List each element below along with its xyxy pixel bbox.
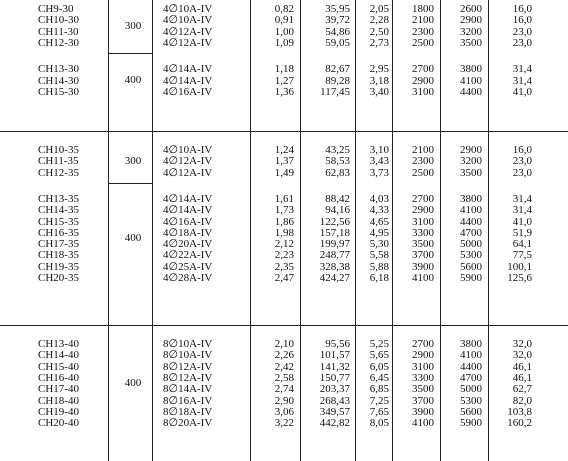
cell-v5: 5000 — [460, 238, 482, 251]
cell-v2: 58,53 — [325, 155, 350, 168]
cell-v6: 41,0 — [512, 215, 532, 228]
table-row — [0, 205, 568, 216]
cell-v2: 88,42 — [325, 192, 350, 205]
cell-mark: CH17-35 — [38, 238, 79, 251]
cell-rebar: 4∅18A-IV — [163, 226, 213, 239]
cell-v5: 4400 — [460, 360, 482, 373]
cell-v5: 4400 — [460, 215, 482, 228]
cell-v1: 2,74 — [274, 383, 294, 396]
cell-rebar: 4∅28A-IV — [163, 272, 213, 284]
cell-v6: 16,0 — [512, 144, 532, 156]
cell-rebar: 8∅16A-IV — [163, 394, 213, 407]
cell-v4: 4100 — [412, 417, 434, 430]
cell-v1: 2,10 — [274, 338, 294, 350]
cell-v2: 54,86 — [325, 25, 350, 38]
cell-v1: 2,26 — [274, 349, 294, 362]
cell-mark: CH18-40 — [38, 394, 79, 407]
cell-rebar: 4∅14A-IV — [163, 74, 213, 87]
cell-v1: 2,90 — [274, 394, 294, 407]
cell-v1: 0,82 — [274, 3, 294, 15]
cell-v2: 122,56 — [319, 215, 350, 228]
cell-v3: 3,40 — [369, 85, 389, 98]
cell-rebar: 4∅25A-IV — [163, 260, 213, 273]
table-row — [0, 76, 568, 87]
cell-v5: 3200 — [460, 155, 482, 168]
cell-v1: 3,06 — [274, 405, 294, 418]
cell-mark: CH14-40 — [38, 349, 79, 362]
cell-v3: 7,65 — [369, 405, 389, 418]
cell-rebar: 4∅22A-IV — [163, 249, 213, 262]
cell-rebar: 4∅10A-IV — [163, 14, 213, 27]
cell-v2: 82,67 — [325, 63, 350, 76]
section-divider-2 — [0, 325, 568, 326]
cell-v5: 3500 — [460, 36, 482, 49]
cell-v4: 3500 — [412, 383, 434, 396]
cell-v5: 4100 — [460, 349, 482, 362]
cell-v4: 2100 — [412, 144, 434, 156]
cell-v6: 31,4 — [512, 63, 532, 76]
cell-v5: 2900 — [460, 144, 482, 156]
cell-v5: 3200 — [460, 25, 482, 38]
cell-mark: CH19-35 — [38, 260, 79, 273]
table-row — [0, 418, 568, 429]
cell-v3: 5,88 — [369, 260, 389, 273]
cell-v5: 5900 — [460, 272, 482, 284]
cell-v1: 1,09 — [274, 36, 294, 49]
cell-v6: 46,1 — [512, 360, 532, 373]
section-divider-1 — [0, 131, 568, 132]
cell-v4: 2300 — [412, 155, 434, 168]
table-row — [0, 350, 568, 361]
group-divider — [108, 53, 152, 54]
cell-rebar: 8∅10A-IV — [163, 349, 213, 362]
cell-rebar: 8∅12A-IV — [163, 371, 213, 384]
cell-mark: CH14-30 — [38, 74, 79, 87]
table-row — [0, 250, 568, 261]
cell-v6: 23,0 — [512, 36, 532, 49]
cell-v4: 3900 — [412, 405, 434, 418]
height-value: 300 — [124, 154, 142, 167]
cell-v1: 1,73 — [274, 204, 294, 217]
cell-v3: 3,73 — [369, 166, 389, 179]
cell-v4: 3700 — [412, 394, 434, 407]
cell-v6: 77,5 — [512, 249, 532, 262]
cell-v6: 64,1 — [512, 238, 532, 251]
cell-v5: 5000 — [460, 383, 482, 396]
table-row — [0, 38, 568, 49]
cell-mark: CH13-40 — [38, 338, 79, 350]
cell-v1: 2,58 — [274, 371, 294, 384]
cell-v1: 1,27 — [274, 74, 294, 87]
cell-v6: 16,0 — [512, 14, 532, 27]
cell-v1: 2,47 — [274, 272, 294, 284]
cell-v4: 2700 — [412, 338, 434, 350]
cell-v3: 7,25 — [369, 394, 389, 407]
cell-v6: 32,0 — [512, 349, 532, 362]
cell-v4: 3300 — [412, 371, 434, 384]
cell-rebar: 8∅20A-IV — [163, 417, 213, 430]
cell-v2: 248,77 — [319, 249, 350, 262]
cell-rebar: 4∅14A-IV — [163, 204, 213, 217]
cell-v2: 94,16 — [325, 204, 350, 217]
cell-v3: 5,58 — [369, 249, 389, 262]
cell-v1: 1,18 — [274, 63, 294, 76]
cell-rebar: 4∅10A-IV — [163, 3, 213, 15]
cell-v2: 101,57 — [319, 349, 350, 362]
cell-v1: 2,12 — [274, 238, 294, 251]
cell-rebar: 8∅10A-IV — [163, 338, 213, 350]
cell-mark: CH13-30 — [38, 63, 79, 76]
cell-mark: CH20-40 — [38, 417, 79, 430]
cell-v2: 89,28 — [325, 74, 350, 87]
cell-v2: 62,83 — [325, 166, 350, 179]
cell-v1: 2,35 — [274, 260, 294, 273]
height-value: 400 — [124, 232, 142, 245]
cell-v3: 2,28 — [369, 14, 389, 27]
cell-v6: 31,4 — [512, 74, 532, 87]
cell-mark: CH10-35 — [38, 144, 79, 156]
cell-v3: 6,85 — [369, 383, 389, 396]
cell-v5: 4700 — [460, 226, 482, 239]
table-row — [0, 15, 568, 26]
cell-v4: 3100 — [412, 215, 434, 228]
cell-v4: 2300 — [412, 25, 434, 38]
cell-rebar: 4∅12A-IV — [163, 36, 213, 49]
cell-rebar: 4∅20A-IV — [163, 238, 213, 251]
cell-v1: 1,86 — [274, 215, 294, 228]
cell-mark: CH14-35 — [38, 204, 79, 217]
cell-v6: 23,0 — [512, 155, 532, 168]
cell-mark: CH15-40 — [38, 360, 79, 373]
cell-v5: 4700 — [460, 371, 482, 384]
height-value: 400 — [124, 74, 142, 87]
cell-v6: 82,0 — [512, 394, 532, 407]
cell-v6: 160,2 — [507, 417, 532, 430]
cell-v3: 3,18 — [369, 74, 389, 87]
table-row — [0, 168, 568, 179]
cell-mark: CH12-35 — [38, 166, 79, 179]
cell-v6: 51,9 — [512, 226, 532, 239]
cell-v4: 2500 — [412, 166, 434, 179]
cell-v2: 203,37 — [319, 383, 350, 396]
cell-v2: 35,95 — [325, 3, 350, 15]
cell-v3: 3,43 — [369, 155, 389, 168]
cell-v6: 23,0 — [512, 25, 532, 38]
cell-v3: 5,30 — [369, 238, 389, 251]
cell-rebar: 8∅14A-IV — [163, 383, 213, 396]
cell-mark: CH11-35 — [38, 155, 79, 168]
cell-v4: 2900 — [412, 74, 434, 87]
cell-v3: 6,45 — [369, 371, 389, 384]
cell-v2: 157,18 — [319, 226, 350, 239]
cell-v2: 328,38 — [319, 260, 350, 273]
cell-v5: 3500 — [460, 166, 482, 179]
cell-v4: 2500 — [412, 36, 434, 49]
table-row — [0, 217, 568, 228]
cell-v5: 2900 — [460, 14, 482, 27]
cell-v6: 31,4 — [512, 192, 532, 205]
cell-v4: 2700 — [412, 63, 434, 76]
cell-v2: 95,56 — [325, 338, 350, 350]
cell-v6: 23,0 — [512, 166, 532, 179]
table-row — [0, 384, 568, 395]
cell-v6: 41,0 — [512, 85, 532, 98]
cell-v1: 3,22 — [274, 417, 294, 430]
cell-v4: 3500 — [412, 238, 434, 251]
cell-v4: 3100 — [412, 360, 434, 373]
cell-v1: 2,23 — [274, 249, 294, 262]
cell-v2: 117,45 — [320, 85, 350, 98]
cell-mark: CH16-35 — [38, 226, 79, 239]
table-row — [0, 273, 568, 284]
cell-v6: 125,6 — [507, 272, 532, 284]
cell-v6: 103,8 — [507, 405, 532, 418]
cell-v5: 2600 — [460, 3, 482, 15]
cell-v5: 3800 — [460, 63, 482, 76]
cell-v4: 2100 — [412, 14, 434, 27]
cell-v6: 62,7 — [512, 383, 532, 396]
group-divider — [108, 183, 152, 184]
height-value: 400 — [124, 377, 142, 390]
cell-v2: 43,25 — [325, 144, 350, 156]
cell-v4: 4100 — [412, 272, 434, 284]
cell-mark: CH10-30 — [38, 14, 79, 27]
cell-v1: 1,36 — [274, 85, 294, 98]
cell-v6: 32,0 — [512, 338, 532, 350]
cell-v1: 1,61 — [274, 192, 294, 205]
cell-v2: 349,57 — [319, 405, 350, 418]
cell-rebar: 8∅18A-IV — [163, 405, 213, 418]
cell-v4: 2700 — [412, 192, 434, 205]
cell-rebar: 4∅16A-IV — [163, 215, 213, 228]
cell-v3: 3,10 — [369, 144, 389, 156]
cell-v1: 1,00 — [274, 25, 294, 38]
cell-v3: 2,95 — [369, 63, 389, 76]
cell-mark: CH17-40 — [38, 383, 79, 396]
cell-rebar: 4∅12A-IV — [163, 166, 213, 179]
cell-v2: 141,32 — [319, 360, 350, 373]
cell-v5: 5300 — [460, 249, 482, 262]
cell-rebar: 4∅14A-IV — [163, 192, 213, 205]
cell-v6: 100,1 — [507, 260, 532, 273]
cell-v1: 1,37 — [274, 155, 294, 168]
cell-v6: 31,4 — [512, 204, 532, 217]
height-value: 300 — [124, 19, 142, 32]
table-row — [0, 64, 568, 75]
cell-v5: 5900 — [460, 417, 482, 430]
cell-v1: 1,24 — [274, 144, 294, 156]
cell-v4: 3700 — [412, 249, 434, 262]
table-row — [0, 362, 568, 373]
cell-rebar: 4∅12A-IV — [163, 25, 213, 38]
cell-v4: 1800 — [412, 3, 434, 15]
cell-v6: 46,1 — [512, 371, 532, 384]
cell-rebar: 4∅12A-IV — [163, 155, 213, 168]
cell-mark: CH15-35 — [38, 215, 79, 228]
cell-v2: 39,72 — [325, 14, 350, 27]
cell-v1: 1,49 — [274, 166, 294, 179]
table-row — [0, 27, 568, 38]
cell-v4: 3100 — [412, 85, 434, 98]
cell-mark: CH19-40 — [38, 405, 79, 418]
cell-v5: 5600 — [460, 260, 482, 273]
cell-v3: 8,05 — [369, 417, 389, 430]
cell-v3: 6,05 — [369, 360, 389, 373]
cell-v2: 199,97 — [319, 238, 350, 251]
cell-v3: 5,25 — [369, 338, 389, 350]
cell-v3: 2,50 — [369, 25, 389, 38]
cell-mark: CH12-30 — [38, 36, 79, 49]
cell-v5: 5300 — [460, 394, 482, 407]
cell-v1: 1,98 — [274, 226, 294, 239]
cell-v5: 4100 — [460, 204, 482, 217]
cell-v3: 2,05 — [369, 3, 389, 15]
cell-v2: 150,77 — [319, 371, 350, 384]
cell-v2: 424,27 — [319, 272, 350, 284]
cell-v5: 4400 — [460, 85, 482, 98]
cell-mark: CH16-40 — [38, 371, 79, 384]
cell-mark: CH20-35 — [38, 272, 79, 284]
cell-v5: 3800 — [460, 338, 482, 350]
cell-v3: 5,65 — [369, 349, 389, 362]
cell-mark: CH13-35 — [38, 192, 79, 205]
cell-v4: 3900 — [412, 260, 434, 273]
cell-v1: 0,91 — [274, 14, 294, 27]
cell-v5: 4100 — [460, 74, 482, 87]
cell-v4: 2900 — [412, 204, 434, 217]
cell-v2: 442,82 — [319, 417, 350, 430]
table-row — [0, 87, 568, 98]
cell-v2: 268,43 — [319, 394, 350, 407]
cell-mark: CH18-35 — [38, 249, 79, 262]
cell-v4: 2900 — [412, 349, 434, 362]
cell-rebar: 4∅10A-IV — [163, 144, 213, 156]
cell-v3: 6,18 — [369, 272, 389, 284]
cell-mark: CH15-30 — [38, 85, 79, 98]
cell-v4: 3300 — [412, 226, 434, 239]
cell-v3: 2,73 — [369, 36, 389, 49]
cell-v3: 4,95 — [369, 226, 389, 239]
cell-v3: 4,65 — [369, 215, 389, 228]
cell-rebar: 8∅12A-IV — [163, 360, 213, 373]
table-row — [0, 156, 568, 167]
cell-rebar: 4∅14A-IV — [163, 63, 213, 76]
cell-v6: 16,0 — [512, 3, 532, 15]
cell-v1: 2,42 — [274, 360, 294, 373]
cell-v5: 5600 — [460, 405, 482, 418]
cell-mark: CH9-30 — [38, 3, 74, 15]
cell-rebar: 4∅16A-IV — [163, 85, 213, 98]
cell-v3: 4,03 — [369, 192, 389, 205]
cell-v5: 3800 — [460, 192, 482, 205]
table-row — [0, 396, 568, 407]
cell-v2: 59,05 — [325, 36, 350, 49]
cell-mark: CH11-30 — [38, 25, 79, 38]
cell-v3: 4,33 — [369, 204, 389, 217]
